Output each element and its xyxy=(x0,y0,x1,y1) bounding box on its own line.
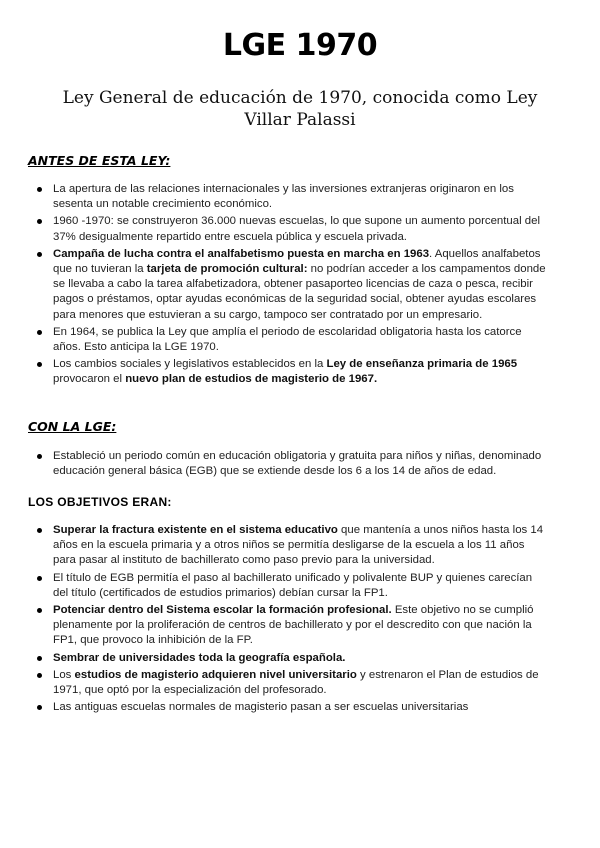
text-run: provocaron el xyxy=(53,373,126,386)
bold-text: Superar la fractura existente en el sistema educativo xyxy=(53,524,338,536)
bold-text: Sembrar de universidades toda la geografía española. xyxy=(53,651,346,664)
list-item xyxy=(30,247,550,323)
text-run: El título de EGB permitía el paso al bachillerato unificado y polivalente BUP y quienes carecían del título (certificados de estudios primarios) debían cursar la FP1. xyxy=(53,571,533,599)
bold-text: nuevo plan de estudios de magisterio de 1967. xyxy=(125,373,378,386)
list-item xyxy=(30,214,550,244)
list-item xyxy=(30,357,550,387)
page-title: LGE 1970 xyxy=(222,28,378,63)
bold-text: Campaña de lucha contra el analfabetismo puesta en marcha en 1963 xyxy=(53,247,430,260)
text-run: Los cambios sociales y legislativos establecidos en la xyxy=(53,358,327,371)
section-heading-objetivos: LOS OBJETIVOS ERAN: xyxy=(28,495,172,509)
text-run: La apertura de las relaciones internacionales y las inversiones extranjeras originaron en los sesenta un notable crecimiento económico. xyxy=(53,183,514,211)
text-run: Estableció un periodo común en educación obligatoria y gratuita para niños y niñas, denominado educación general básica (EGB) que se extiende desde los 6 a los 14 de años de edad. xyxy=(53,450,542,478)
bold-text: Potenciar dentro del Sistema escolar la formación profesional. xyxy=(53,604,392,617)
list-item xyxy=(30,449,550,479)
text-run: y estrenaron el Plan de estudios de 1971, que optó por la especialización del profesorado. xyxy=(53,668,539,697)
list-item xyxy=(30,325,550,355)
list-item xyxy=(30,668,550,698)
text-run: Las antiguas escuelas normales de magisterio pasan a ser escuelas universitarias xyxy=(53,701,469,714)
page-subtitle: Ley General de educación de 1970, conocida como Ley Villar Palassi xyxy=(62,88,538,130)
bold-text: estudios de magisterio adquieren nivel universitario xyxy=(74,668,357,681)
bold-text: Ley de enseñanza primaria de 1965 xyxy=(326,358,518,371)
list-item xyxy=(30,571,550,601)
bold-text: tarjeta de promoción cultural: xyxy=(146,263,308,276)
text-run: que mantenía a unos niños hasta los 14 años en la escuela primaria y a otros niños se permitía desligarse de la escuela a los 11 años para pasar al instituto de bachillerato como paso previo para la universidad. xyxy=(53,524,544,567)
text-run: no podrían acceder a los campamentos donde se llevaba a cabo la tarea alfabetizadora, obtener pasaporteo licencias de caza o pesca, recibir pagos o préstamos, optar ayudas económicas de la seguridad social, obtener ayudas escolares para menores que estuvieran a su cargo, tampoco ser contratado por un empresario. xyxy=(53,263,546,321)
list-item xyxy=(30,523,550,569)
con-list xyxy=(30,449,550,481)
text-run: . Aquellos analfabetos que no tuvieran la xyxy=(53,247,541,276)
text-run: 1960 -1970: se construyeron 36.000 nuevas escuelas, lo que supone un aumento porcentual del 37% desigualmente repartido entre escuela pública y escuela privada. xyxy=(53,215,540,243)
list-item xyxy=(30,651,550,666)
list-item xyxy=(30,182,550,212)
text-run: En 1964, se publica la Ley que amplía el periodo de escolaridad obligatoria hasta los catorce años. Esto anticipa la LGE 1970. xyxy=(53,325,522,354)
list-item xyxy=(30,700,550,715)
text-run: Los xyxy=(53,668,75,681)
antes-list xyxy=(30,182,550,390)
text-run: Este objetivo no se cumplió plenamente por la proliferación de centros de bachillerato y por el descredito con que nación la FP1, que provoco la inhibición de la FP. xyxy=(53,604,534,647)
list-item xyxy=(30,603,550,649)
section-heading-antes: ANTES DE ESTA LEY: xyxy=(28,153,171,168)
objetivos-list xyxy=(30,523,550,717)
section-heading-con: CON LA LGE: xyxy=(28,419,117,434)
